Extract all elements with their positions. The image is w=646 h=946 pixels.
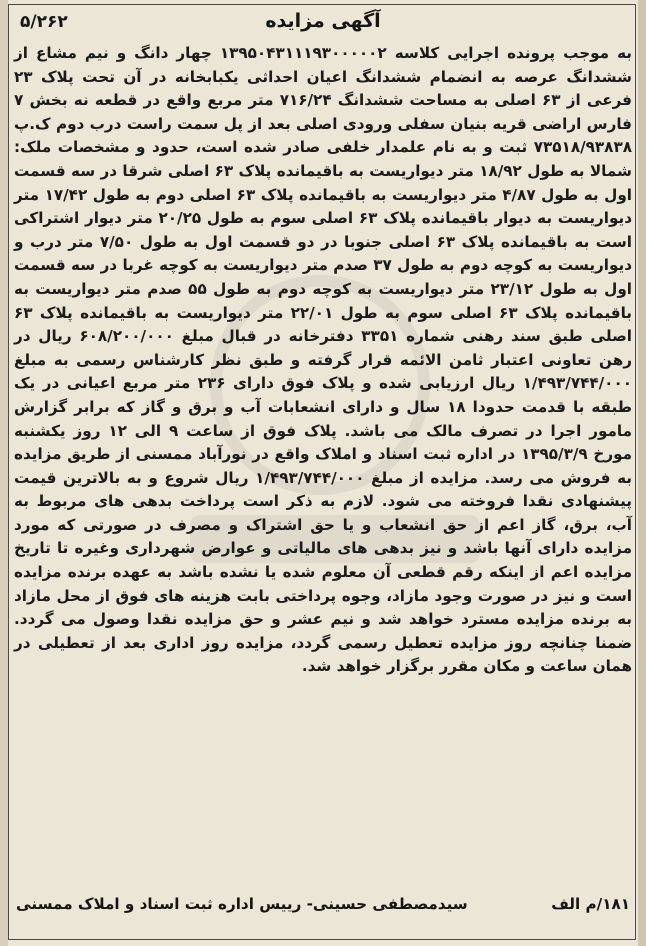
- notice-footer: [16, 893, 630, 915]
- notice-code: ۵/۲۶۲: [20, 12, 68, 32]
- notice-title: آگهی مزایده: [265, 10, 381, 32]
- left-page-edge: [0, 0, 8, 946]
- footer-row: [16, 893, 630, 915]
- right-page-edge: [638, 0, 646, 946]
- reference-number: ۱۸۱/م الف: [551, 895, 630, 913]
- notice-body: به موجب پرونده اجرایی کلاسه ۱۳۹۵۰۴۳۱۱۱۹۳۰۰۰۰۰۲ چهار دانگ و نیم مشاع از ششدانگ عرصه به انضمام ششدانگ اعیان احداثی یکبابخانه در آن تحت پلاک ۲۳ فرعی از ۶۳ اصلی به مساحت ششدانگ ۷۱۶/۲۴ متر مربع واقع در قطعه نه بخش ۷ فارس اراضی قریه بنیان سفلی ورودی اصلی بعد از پل سمت راست درب دوم ک.پ ۷۳۵۱۸/۹۳۸۳۸ ثبت و به نام علمدار خلفی صادر شده است، حدود و مشخصات ملک: شمالا به طول ۱۸/۹۲ متر دیواریست به باقیمانده پلاک ۶۳ اصلی شرقا در سه قسمت اول به طول ۴/۸۷ متر دیواریست به باقیمانده پلاک ۶۳ اصلی دوم به طول ۱۷/۴۲ متر دیواریست به دیوار باقیمانده پلاک ۶۳ اصلی سوم به طول ۲۰/۲۵ متر دیوار اشتراکی است به باقیمانده پلاک ۶۳ اصلی جنوبا در دو قسمت اول به طول ۷/۵۰ متر درب و دیواریست به کوچه دوم به طول ۳۷ صدم متر دیواریست به کوچه غربا در سه قسمت اول به طول ۲۳/۱۲ متر دیواریست به کوچه دوم به طول ۵۵ صدم متر دیواریست به باقیمانده پلاک ۶۳ اصلی سوم به طول ۲۲/۰۱ متر دیواریست به باقیمانده پلاک ۶۳ اصلی طبق سند رهنی شماره ۳۳۵۱ دفترخانه در قبال مبلغ ۶۰۸/۲۰۰/۰۰۰ ریال در رهن تعاونی اعتبار ثامن الائمه قرار گرفته و طبق نظر کارشناس رسمی به مبلغ ۱/۴۹۳/۷۴۴/۰۰۰ ریال ارزیابی شده و پلاک فوق دارای ۲۳۶ متر مربع اعیانی در یک طبقه با قدمت حدودا ۱۸ سال و دارای انشعابات آب و برق و گاز که برابر گزارش مامور اجرا در تصرف مالک می باشد. پلاک فوق از ساعت ۹ الی ۱۲ روز یکشنبه مورخ ۱۳۹۵/۳/۹ در اداره ثبت اسناد و املاک واقع در نورآباد ممسنی از طریق مزایده به فروش می رسد. مزایده از مبلغ ۱/۴۹۳/۷۴۴/۰۰۰ ریال شروع و به بالاترین قیمت پیشنهادی نقدا فروخته می شود. لازم به ذکر است پرداخت بدهی های مربوط به آب، برق، گاز اعم از حق انشعاب و یا حق اشتراک و مصرف در صورتی که مورد مزایده دارای آنها باشد و نیز بدهی های مالیاتی و عوارض شهرداری وغیره تا تاریخ مزایده اعم از اینکه رقم قطعی آن معلوم شده یا نشده باشد به عهده برنده مزایده است و نیز در صورت وجود مازاد، وجوه پرداختی بابت هزینه های فوق از محل مازاد به برنده مزایده مسترد خواهد شد و نیم عشر و حق مزایده نقدا وصول می گردد. ضمنا چنانچه روز مزایده تعطیل رسمی گردد، مزایده روز اداری بعد از تعطیلی در همان ساعت و مکان مقرر برگزار خواهد شد.: [14, 44, 633, 676]
- notice-header: [20, 10, 626, 40]
- signature-line: سیدمصطفی حسینی- رییس اداره ثبت اسناد و املاک ممسنی: [16, 895, 468, 913]
